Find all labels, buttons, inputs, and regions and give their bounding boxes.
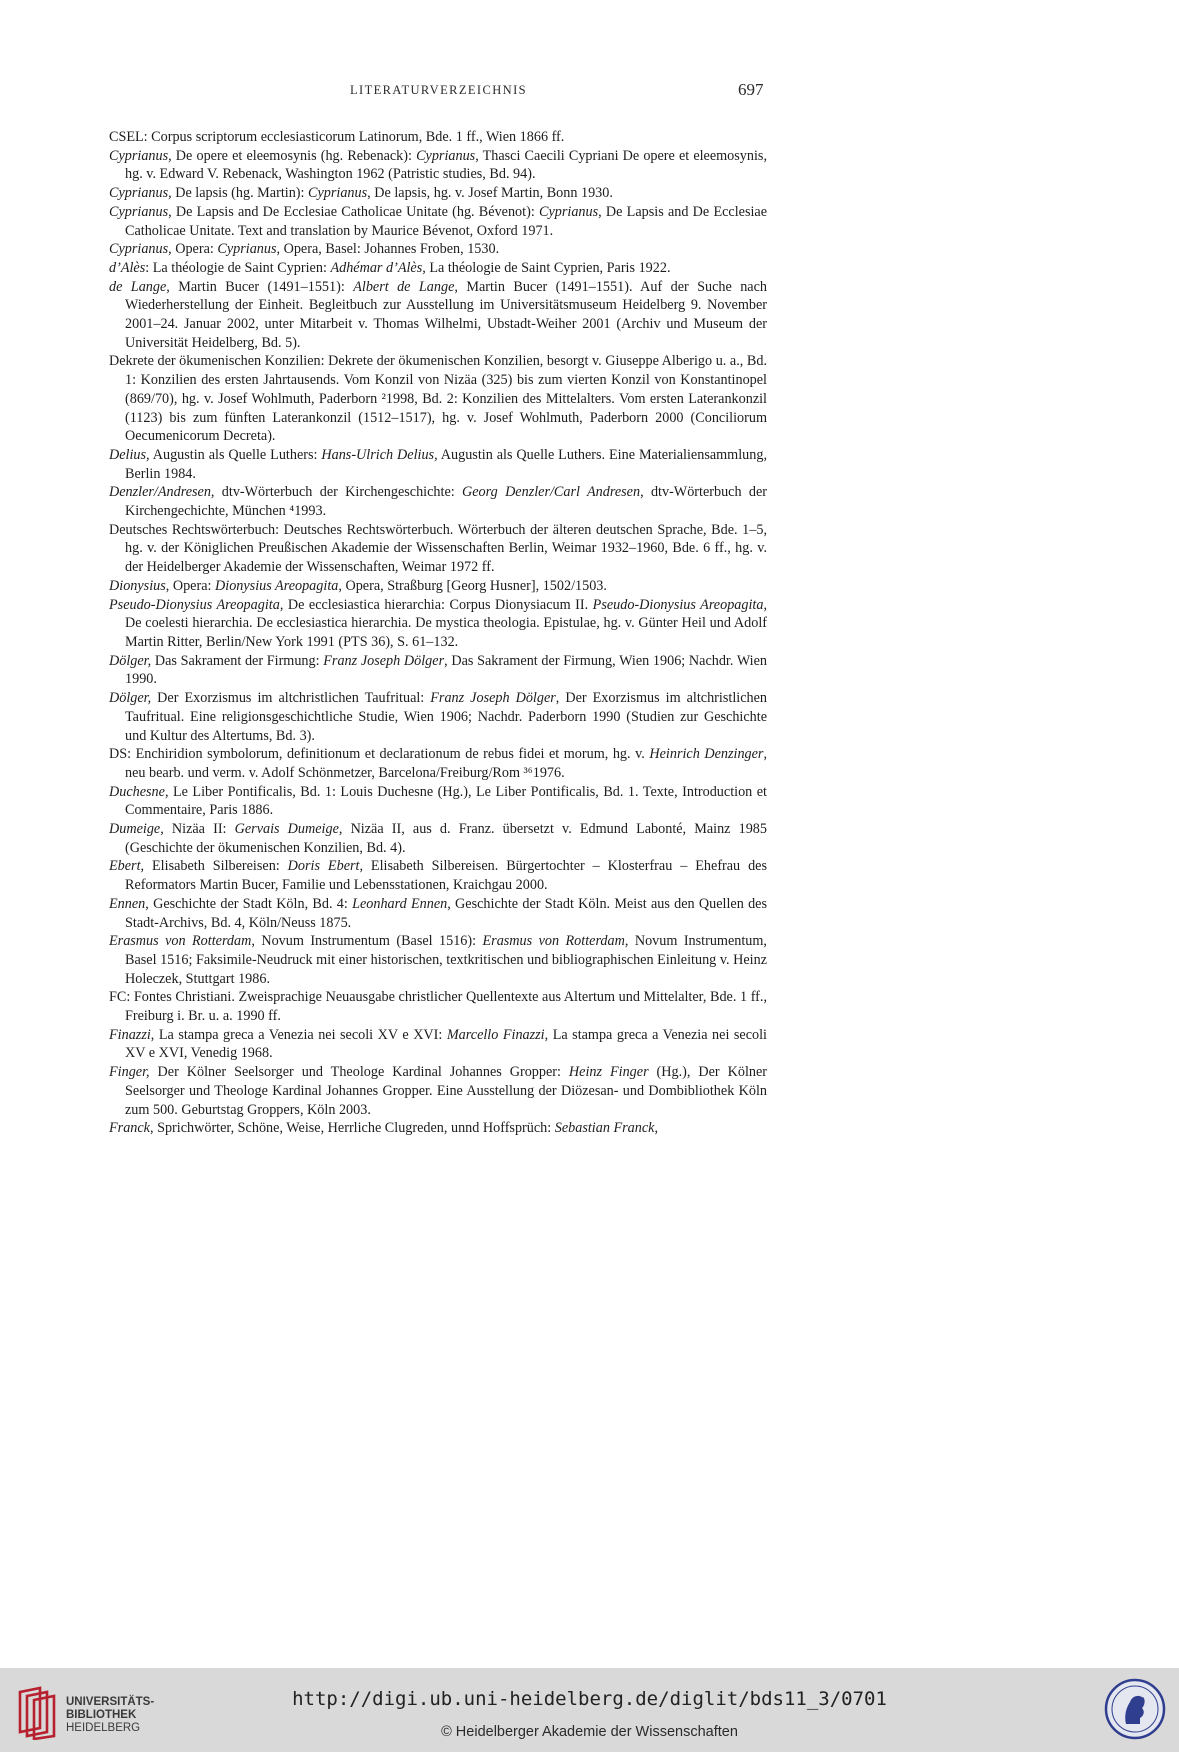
library-name-line: HEIDELBERG bbox=[66, 1722, 141, 1734]
bibliography-entry: Ennen, Geschichte der Stadt Köln, Bd. 4: Leonhard Ennen, Geschichte der Stadt Köln. Meist aus den Quellen des Stadt-Archivs, Bd. 4, Köln/Neuss 1875. bbox=[109, 895, 767, 931]
bibliography-entry: Deutsches Rechtswörterbuch: Deutsches Rechtswörterbuch. Wörterbuch der älteren deutschen Sprache, Bde. 1–5, hg. v. der Königlichen Preußischen Akademie der Wissenschaften Berlin, Weimar 1932–1960, Bde. 6 ff., hg. v. der Heidelberger Akademie der Wissenschaften, Weimar 1972 ff. bbox=[109, 521, 767, 576]
running-title: LITERATURVERZEICHNIS bbox=[350, 83, 527, 97]
bibliography-entry: Erasmus von Rotterdam, Novum Instrumentum (Basel 1516): Erasmus von Rotterdam, Novum Instrumentum, Basel 1516; Faksimile-Neudruck mit einer historischen, textkritischen und bibliographischen Einleitung v. Heinz Holeczek, Stuttgart 1986. bbox=[109, 933, 767, 987]
bibliography-entry: Dumeige, Nizäa II: Gervais Dumeige, Nizäa II, aus d. Franz. übersetzt v. Edmund Labonté, Mainz 1985 (Geschichte der ökumenischen Konzilien, Bd. 4). bbox=[109, 821, 767, 856]
bibliography-entry: Cyprianus, De opere et eleemosynis (hg. Rebenack): Cyprianus, Thasci Caecili Cypriani De opere et eleemosynis, hg. v. Edward V. Rebenack, Washington 1962 (Patristic studies, Bd. 94). bbox=[109, 147, 767, 183]
bibliography-entry: Cyprianus, Opera: Cyprianus, Opera, Basel: Johannes Froben, 1530. bbox=[109, 241, 500, 258]
bibliography-entry: Duchesne, Le Liber Pontificalis, Bd. 1: Louis Duchesne (Hg.), Le Liber Pontificalis, Bd. 1. Texte, Introduction et Commentaire, Paris 1886. bbox=[109, 783, 767, 819]
bibliography-entry: Cyprianus, De Lapsis and De Ecclesiae Catholicae Unitate (hg. Bévenot): Cyprianus, De Lapsis and De Ecclesiae Catholicae Unitate. Text and translation by Maurice Bévenot, Oxford 1971. bbox=[109, 203, 768, 239]
bibliography-list bbox=[109, 128, 767, 1138]
bibliography-entry: de Lange, Martin Bucer (1491–1551): Albert de Lange, Martin Bucer (1491–1551). Auf der Suche nach Wiederherstellung der Einheit. Begleitbuch zur Ausstellung im Universitätsmuseum Heidelberg 9. November 2001–24. Januar 2002, unter Mitarbeit v. Thomas Wilhelmi, Ubstadt-Weiher 2001 (Archiv und Museum der Universität Heidelberg, Bd. 5). bbox=[109, 278, 767, 351]
bibliography-entry: DS: Enchiridion symbolorum, definitionum et declarationum de rebus fidei et morum, hg. v. Heinrich Denzinger, neu bearb. und verm. v. Adolf Schönmetzer, Barcelona/Freiburg/Rom ³⁶1976. bbox=[109, 746, 767, 781]
bibliography-entry: FC: Fontes Christiani. Zweisprachige Neuausgabe christlicher Quellentexte aus Altertum und Mittelalter, Bde. 1 ff., Freiburg i. Br. u. a. 1990 ff. bbox=[109, 989, 767, 1025]
library-name-line: BIBLIOTHEK bbox=[66, 1709, 137, 1721]
page-number: 697 bbox=[738, 80, 764, 99]
bibliography-entry: Pseudo-Dionysius Areopagita, De ecclesiastica hierarchia: Corpus Dionysiacum II. Pseudo-Dionysius Areopagita, De coelesti hierarchia. De ecclesiastica hierarchia. De mystica theologia. Epistulae, hg. v. Günter Heil und Adolf Martin Ritter, Berlin/New York 1991 (PTS 36), S. 61–132. bbox=[109, 596, 768, 650]
copyright-notice: © Heidelberger Akademie der Wissenschaften bbox=[441, 1724, 738, 1740]
footer-bar bbox=[0, 1668, 1179, 1752]
bibliography-entry: CSEL: Corpus scriptorum ecclesiasticorum Latinorum, Bde. 1 ff., Wien 1866 ff. bbox=[109, 129, 565, 145]
bibliography-entry: Ebert, Elisabeth Silbereisen: Doris Ebert, Elisabeth Silbereisen. Bürgertochter – Klosterfrau – Ehefrau des Reformators Martin Bucer, Familie und Lebensstationen, Kraichgau 2000. bbox=[109, 858, 768, 894]
bibliography-entry: Dekrete der ökumenischen Konzilien: Dekrete der ökumenischen Konzilien, besorgt v. Giuseppe Alberigo u. a., Bd. 1: Konzilien des ersten Jahrtausends. Vom Konzil von Nizäa (325) bis zum vierten Konzil von Konstantinopel (869/70), hg. v. Josef Wohlmuth, Paderborn ²1998, Bd. 2: Konzilien des Mittelalters. Vom ersten Laterankonzil (1123) bis zum fünften Laterankonzil (1512–1517), hg. v. Josef Wohlmuth, Paderborn 2000 (Conciliorum Oecumenicorum Decreta). bbox=[109, 353, 767, 445]
bibliography-entry: d’Alès: La théologie de Saint Cyprien: Adhémar d’Alès, La théologie de Saint Cyprien, Paris 1922. bbox=[109, 259, 671, 276]
bibliography-entry: Dionysius, Opera: Dionysius Areopagita, Opera, Straßburg [Georg Husner], 1502/1503. bbox=[109, 577, 607, 594]
bibliography-entry: Finger, Der Kölner Seelsorger und Theologe Kardinal Johannes Gropper: Heinz Finger (Hg.), Der Kölner Seelsorger und Theologe Kardinal Johannes Gropper. Eine Ausstellung der Diözesan- und Dombibliothek Köln zum 500. Geburtstag Groppers, Köln 2003. bbox=[109, 1064, 767, 1118]
bibliography-entry: Cyprianus, De lapsis (hg. Martin): Cyprianus, De lapsis, hg. v. Josef Martin, Bonn 1930. bbox=[109, 185, 613, 202]
bibliography-entry: Franck, Sprichwörter, Schöne, Weise, Herrliche Clugreden, unnd Hoffsprüch: Sebastian Franck, bbox=[109, 1120, 658, 1137]
permalink-url[interactable]: http://digi.ub.uni-heidelberg.de/diglit/bds11_3/0701 bbox=[292, 1688, 887, 1710]
bibliography-entry: Delius, Augustin als Quelle Luthers: Hans-Ulrich Delius, Augustin als Quelle Luthers. Eine Materialiensammlung, Berlin 1984. bbox=[109, 446, 767, 482]
academy-seal-icon bbox=[1104, 1678, 1166, 1740]
bibliography-entry: Dölger, Der Exorzismus im altchristlichen Taufritual: Franz Joseph Dölger, Der Exorzismus im altchristlichen Taufritual. Eine religionsgeschichtliche Studie, Wien 1906; Nachdr. Paderborn 1990 (Studien zur Geschichte und Kultur des Altertums, Bd. 3). bbox=[109, 690, 767, 744]
library-name-line: UNIVERSITÄTS- bbox=[66, 1696, 155, 1708]
bibliography-entry: Finazzi, La stampa greca a Venezia nei secoli XV e XVI: Marcello Finazzi, La stampa greca a Venezia nei secoli XV e XVI, Venedig 1968. bbox=[109, 1026, 767, 1062]
bibliography-entry: Denzler/Andresen, dtv-Wörterbuch der Kirchengeschichte: Georg Denzler/Carl Andresen, dtv-Wörterbuch der Kirchengechichte, München ⁴1993. bbox=[109, 484, 767, 520]
bibliography-entry: Dölger, Das Sakrament der Firmung: Franz Joseph Dölger, Das Sakrament der Firmung, Wien 1906; Nachdr. Wien 1990. bbox=[109, 652, 767, 688]
